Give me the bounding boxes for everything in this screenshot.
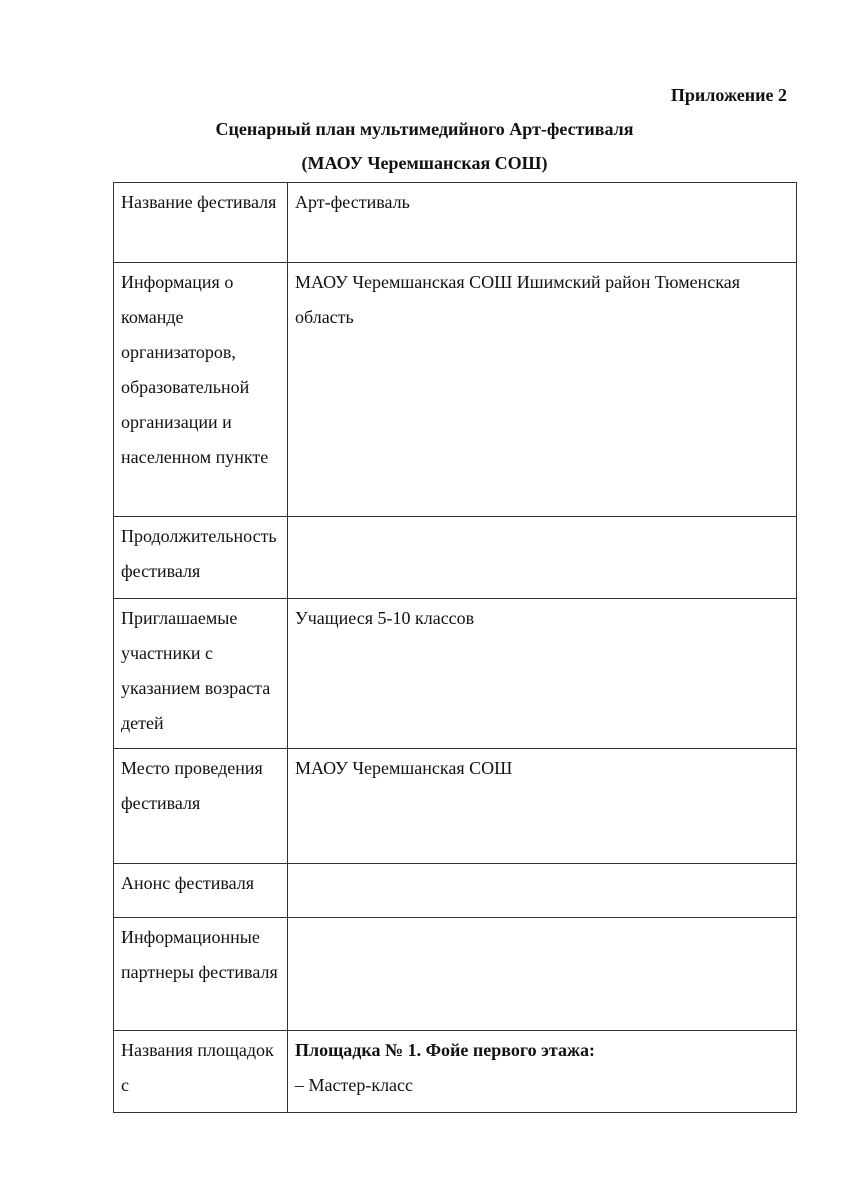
row-value: Учащиеся 5-10 классов xyxy=(288,599,797,749)
row-label: Продолжительность фестиваля xyxy=(114,517,288,599)
table-row xyxy=(114,864,797,918)
row-value: МАОУ Черемшанская СОШ xyxy=(288,749,797,864)
row-value xyxy=(288,517,797,599)
row-value xyxy=(288,918,797,1031)
venue-heading: Площадка № 1. Фойе первого этажа: xyxy=(295,1040,595,1060)
venue-item: – Мастер-класс xyxy=(295,1075,414,1095)
row-label: Названия площадок с xyxy=(114,1031,288,1113)
table-row xyxy=(114,183,797,263)
table-row xyxy=(114,599,797,749)
row-label: Информационные партнеры фестиваля xyxy=(114,918,288,1031)
table-row xyxy=(114,517,797,599)
table-row xyxy=(114,918,797,1031)
table-row xyxy=(114,263,797,517)
table-row xyxy=(114,1031,797,1113)
row-value: Арт-фестиваль xyxy=(288,183,797,263)
table-row xyxy=(114,749,797,864)
scenario-plan-table xyxy=(113,182,797,1113)
row-label: Приглашаемые участники с указанием возраста детей xyxy=(114,599,288,749)
row-label: Информация о команде организаторов, образовательной организации и населенном пункте xyxy=(114,263,288,517)
appendix-label: Приложение 2 xyxy=(670,85,787,105)
row-label: Название фестиваля xyxy=(114,183,288,263)
row-value: МАОУ Черемшанская СОШ Ишимский район Тюменская область xyxy=(288,263,797,517)
row-value xyxy=(288,1031,797,1113)
row-value xyxy=(288,864,797,918)
document-title: Сценарный план мультимедийного Арт-фестиваля xyxy=(215,119,634,139)
document-subtitle: (МАОУ Черемшанская СОШ) xyxy=(301,153,548,173)
row-label: Место проведения фестиваля xyxy=(114,749,288,864)
row-label: Анонс фестиваля xyxy=(114,864,288,918)
